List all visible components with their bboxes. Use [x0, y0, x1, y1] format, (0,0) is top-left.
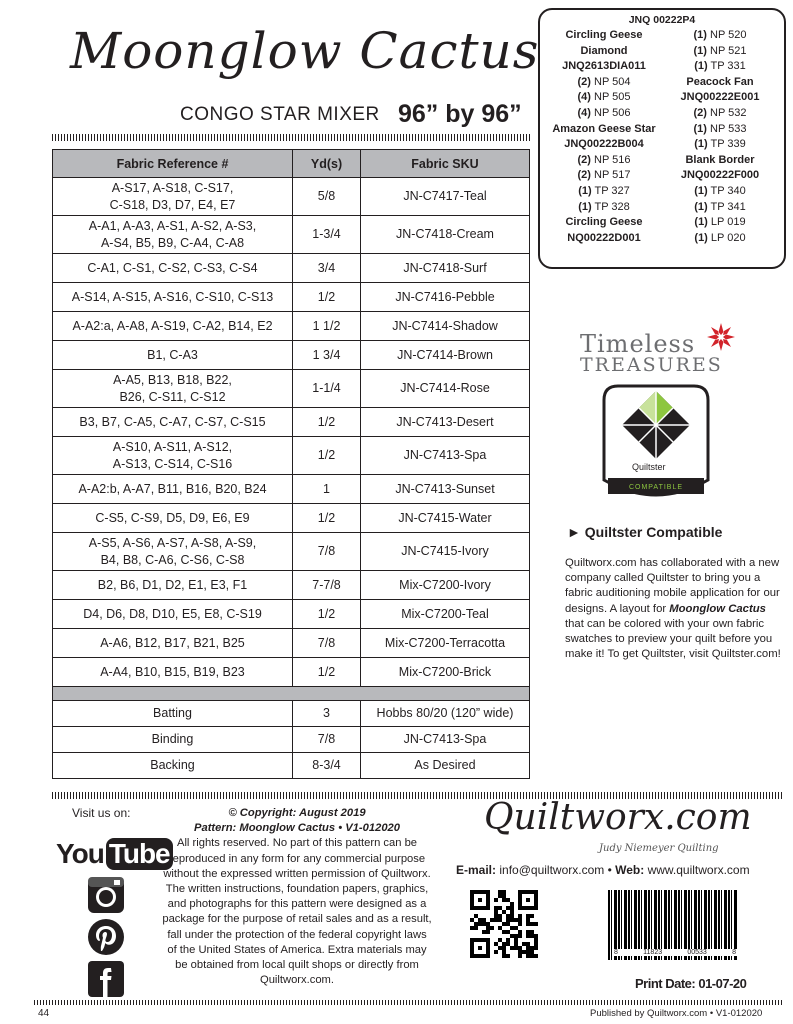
kit-item: NQ00222D001 — [567, 231, 641, 244]
kit-item — [546, 75, 662, 91]
yardage-cell: 8-3/4 — [293, 753, 361, 779]
fabric-reference-line: C-S5, C-S9, D5, D9, E6, E9 — [95, 510, 250, 525]
table-row — [53, 701, 530, 727]
yardage-cell: 7/8 — [293, 727, 361, 753]
quiltster-text: Quiltworx.com has collaborated with a new company called Quiltster to bring you a fabric auditioning mobile application for our designs. A layout for — [565, 557, 780, 615]
barcode-digit: 8 — [732, 949, 736, 956]
email-link[interactable]: info@quiltworx.com — [499, 863, 605, 877]
kit-part: NP 533 — [706, 122, 747, 135]
pattern-subtitle: CONGO STAR MIXER — [180, 104, 380, 125]
kit-item: Peacock Fan — [686, 75, 754, 88]
yardage-cell: 1/2 — [293, 437, 361, 475]
table-row — [53, 283, 530, 312]
kit-part: TP 328 — [591, 200, 630, 213]
fabric-reference-line: A-S14, A-S15, A-S16, C-S10, C-S13 — [71, 289, 274, 304]
kit-part: TP 341 — [707, 200, 746, 213]
yardage-cell: 1/2 — [293, 658, 361, 687]
yardage-cell: 1-1/4 — [293, 370, 361, 408]
web-label: Web: — [615, 863, 645, 877]
divider — [34, 1000, 782, 1005]
fabric-sku-cell: JN-C7413-Spa — [361, 437, 530, 475]
youtube-you: You — [56, 838, 104, 869]
kit-item — [662, 184, 778, 200]
fabric-sku-cell: Hobbs 80/20 (120” wide) — [361, 701, 530, 727]
column-header: Fabric Reference # — [53, 150, 293, 178]
kit-quantity: (1) — [694, 184, 708, 197]
kit-item: JNQ00222B004 — [564, 138, 644, 151]
supply-name-cell: Backing — [53, 753, 293, 779]
quiltster-badge — [596, 380, 716, 512]
kit-quantity: (4) — [577, 106, 591, 119]
divider — [52, 134, 530, 141]
kit-quantity: (1) — [693, 122, 707, 135]
contact-line: E-mail: info@quiltworx.com • Web: www.quiltworx.com — [456, 863, 750, 877]
fabric-reference-cell — [53, 629, 293, 658]
table-separator — [53, 687, 530, 701]
quiltworx-logo: Quiltworx.com — [484, 797, 752, 838]
kit-item — [546, 200, 662, 216]
kit-item — [546, 153, 662, 169]
kit-item — [662, 106, 778, 122]
kit-quantity: (1) — [694, 200, 708, 213]
yardage-cell: 1-3/4 — [293, 216, 361, 254]
qr-code-icon — [470, 890, 538, 958]
table-row — [53, 753, 530, 779]
quiltster-text: that can be colored with your own fabric swatches to preview your quilt before you make it! To get Quiltster, visit Quiltster.com! — [565, 617, 781, 661]
fabric-sku-cell: JN-C7418-Cream — [361, 216, 530, 254]
fabric-reference-cell — [53, 341, 293, 370]
fabric-reference-line: A-S5, A-S6, A-S7, A-S8, A-S9, — [88, 535, 257, 550]
kit-quantity: (1) — [694, 231, 708, 244]
email-label: E-mail: — [456, 863, 497, 877]
kit-part: TP 340 — [707, 184, 746, 197]
kit-item: Blank Border — [685, 153, 755, 166]
kit-part: TP 339 — [707, 138, 746, 151]
fabric-reference-cell — [53, 370, 293, 408]
fabric-reference-line: A-S17, A-S18, C-S17, — [111, 180, 234, 195]
fabric-reference-line: C-S18, D3, D7, E4, E7 — [109, 197, 236, 212]
fabric-sku-cell: JN-C7414-Shadow — [361, 312, 530, 341]
kit-item — [662, 59, 778, 75]
table-row — [53, 533, 530, 571]
barcode-digit: 8 — [614, 949, 618, 956]
yardage-cell: 7/8 — [293, 629, 361, 658]
youtube-icon[interactable] — [56, 838, 173, 870]
kit-part: NP 505 — [590, 91, 631, 104]
pinterest-icon[interactable] — [87, 918, 125, 956]
table-row — [53, 504, 530, 533]
badge-label: COMPATIBLE — [628, 484, 684, 491]
pattern-line: Pattern: Moonglow Cactus • V1-012020 — [194, 822, 400, 835]
fabric-reference-cell — [53, 571, 293, 600]
badge-name: Quiltster — [632, 462, 666, 472]
kit-item — [546, 106, 662, 122]
kit-item — [662, 44, 778, 60]
published-by: Published by Quiltworx.com • V1-012020 — [590, 1008, 763, 1019]
kit-item — [546, 90, 662, 106]
fabric-reference-cell — [53, 312, 293, 341]
kit-part: NP 504 — [590, 75, 631, 88]
kit-item — [662, 231, 778, 247]
kit-item: JNQ00222E001 — [680, 91, 760, 104]
yardage-cell: 1/2 — [293, 408, 361, 437]
kit-part: NP 520 — [706, 29, 747, 41]
facebook-icon[interactable] — [87, 960, 125, 998]
fabric-sku-cell: JN-C7414-Rose — [361, 370, 530, 408]
yardage-cell: 3 — [293, 701, 361, 727]
kit-part: TP 331 — [707, 60, 746, 73]
kit-quantity: (2) — [577, 169, 591, 182]
star-icon — [706, 322, 736, 352]
page-number: 44 — [38, 1008, 50, 1019]
barcode-digit: 11823 — [643, 949, 663, 956]
kit-item: JNQ2613DIA011 — [562, 60, 646, 73]
fabric-sku-cell: Mix-C7200-Brick — [361, 658, 530, 687]
fabric-reference-line: A-S13, C-S14, C-S16 — [112, 456, 233, 471]
kit-quantity: (1) — [578, 200, 592, 213]
copyright-line: © Copyright: August 2019 — [228, 807, 366, 819]
fabric-reference-cell — [53, 600, 293, 629]
kit-quantity: (2) — [693, 106, 707, 119]
yardage-cell: 1 1/2 — [293, 312, 361, 341]
yardage-cell: 3/4 — [293, 254, 361, 283]
fabric-reference-line: A-S4, B5, B9, C-A4, C-A8 — [100, 235, 245, 250]
fabric-reference-line: A-A2:b, A-A7, B11, B16, B20, B24 — [78, 481, 267, 496]
kit-item — [662, 28, 778, 44]
yardage-cell: 1 — [293, 475, 361, 504]
fabric-reference-cell — [53, 437, 293, 475]
barcode-numbers — [612, 949, 738, 956]
kit-left-column — [546, 28, 662, 246]
youtube-tube: Tube — [106, 838, 173, 870]
fabric-reference-line: A-A4, B10, B15, B19, B23 — [100, 664, 245, 679]
kit-quantity: (4) — [577, 91, 591, 104]
fabric-sku-cell: JN-C7413-Desert — [361, 408, 530, 437]
fabric-reference-cell — [53, 533, 293, 571]
yardage-cell: 1/2 — [293, 504, 361, 533]
quiltster-pattern-name: Moonglow Cactus — [669, 602, 766, 615]
fabric-sku-cell: Mix-C7200-Terracotta — [361, 629, 530, 658]
copyright-block — [162, 806, 432, 988]
fabric-reference-cell — [53, 504, 293, 533]
fabric-sku-cell: Mix-C7200-Ivory — [361, 571, 530, 600]
kit-item — [662, 137, 778, 153]
table-row — [53, 370, 530, 408]
table-row — [53, 658, 530, 687]
fabric-sku-cell: JN-C7416-Pebble — [361, 283, 530, 312]
barcode-digit: 00533 — [687, 949, 707, 956]
timeless-treasures-logo — [580, 330, 723, 376]
fabric-reference-cell — [53, 408, 293, 437]
fabric-reference-line: D4, D6, D8, D10, E5, E8, C-S19 — [83, 606, 262, 621]
column-header: Yd(s) — [293, 150, 361, 178]
kit-item — [662, 122, 778, 138]
kit-quantity: (1) — [578, 184, 592, 197]
supply-name-cell: Batting — [53, 701, 293, 727]
fabric-reference-cell — [53, 283, 293, 312]
fabric-reference-line: A-A6, B12, B17, B21, B25 — [100, 635, 245, 650]
table-row — [53, 312, 530, 341]
yardage-cell: 7/8 — [293, 533, 361, 571]
table-row — [53, 408, 530, 437]
brand-line-2: TREASURES — [580, 354, 723, 376]
kit-item — [546, 184, 662, 200]
kit-info-box — [538, 8, 786, 269]
yardage-cell: 7-7/8 — [293, 571, 361, 600]
pattern-title: Moonglow Cactus — [70, 22, 540, 80]
fabric-reference-line: B2, B6, D1, D2, E1, E3, F1 — [97, 577, 248, 592]
kit-item: JNQ00222F000 — [680, 169, 760, 182]
kit-part: NP 516 — [590, 153, 631, 166]
kit-item: Amazon Geese Star — [552, 122, 656, 135]
copyright-text: All rights reserved. No part of this pattern can be reproduced in any form for any commercial purpose without the expressed written permission of Quiltworx. The written instructions, foundation papers, graphics, and photographs for this pattern were designed as a package for the purpose of retail sales and as a result, fall under the protection of the federal copyright laws of the United States of America. Extra materials may be obtained from local quilt shops or directly from Quiltworx.com. — [162, 837, 432, 987]
kit-quantity: (2) — [577, 75, 591, 88]
fabric-sku-cell: JN-C7413-Spa — [361, 727, 530, 753]
yardage-cell: 5/8 — [293, 178, 361, 216]
table-row — [53, 629, 530, 658]
yardage-cell: 1/2 — [293, 283, 361, 312]
quiltworx-tagline: Judy Niemeyer Quilting — [599, 843, 719, 854]
fabric-sku-cell: JN-C7415-Ivory — [361, 533, 530, 571]
table-row — [53, 571, 530, 600]
table-row — [53, 475, 530, 504]
kit-part: NP 506 — [590, 106, 631, 119]
fabric-sku-cell: JN-C7414-Brown — [361, 341, 530, 370]
fabric-sku-cell: JN-C7417-Teal — [361, 178, 530, 216]
print-date: Print Date: 01-07-20 — [635, 976, 747, 991]
fabric-reference-line: B1, C-A3 — [147, 347, 198, 362]
fabric-sku-cell: JN-C7418-Surf — [361, 254, 530, 283]
kit-part: NP 517 — [590, 169, 631, 182]
kit-part: TP 327 — [591, 184, 630, 197]
fabric-sku-cell: As Desired — [361, 753, 530, 779]
column-header: Fabric SKU — [361, 150, 530, 178]
kit-part: NP 532 — [706, 106, 747, 119]
kit-item: Circling Geese — [565, 216, 643, 229]
kit-part: LP 020 — [707, 231, 746, 244]
kit-part: NP 521 — [706, 44, 747, 57]
fabric-sku-cell: JN-C7415-Water — [361, 504, 530, 533]
kit-code: JNQ 00222P4 — [628, 14, 696, 26]
kit-right-column — [662, 28, 778, 246]
instagram-icon[interactable] — [87, 876, 125, 914]
table-row — [53, 600, 530, 629]
kit-quantity: (1) — [694, 216, 708, 229]
visit-label: Visit us on: — [72, 806, 131, 820]
supply-name-cell: Binding — [53, 727, 293, 753]
kit-part: LP 019 — [707, 216, 746, 229]
table-row — [53, 178, 530, 216]
table-row — [53, 216, 530, 254]
kit-item — [662, 215, 778, 231]
quilt-size: 96” by 96” — [398, 100, 522, 128]
separator-cell — [53, 687, 530, 701]
table-row — [53, 727, 530, 753]
fabric-reference-line: B3, B7, C-A5, C-A7, C-S7, C-S15 — [79, 414, 266, 429]
fabric-reference-cell — [53, 178, 293, 216]
brand-line-1: Timeless — [580, 330, 696, 358]
kit-quantity: (2) — [577, 153, 591, 166]
fabric-sku-cell: JN-C7413-Sunset — [361, 475, 530, 504]
fabric-reference-cell — [53, 216, 293, 254]
fabric-reference-line: B26, C-S11, C-S12 — [119, 389, 226, 404]
table-row — [53, 437, 530, 475]
kit-quantity: (1) — [694, 60, 708, 73]
yardage-cell: 1/2 — [293, 600, 361, 629]
fabric-reference-line: A-A1, A-A3, A-S1, A-S2, A-S3, — [88, 218, 257, 233]
quiltster-heading: ► Quiltster Compatible — [567, 524, 723, 540]
table-row — [53, 254, 530, 283]
kit-quantity: (1) — [693, 44, 707, 57]
fabric-table — [52, 149, 530, 779]
fabric-reference-cell — [53, 475, 293, 504]
kit-quantity: (1) — [693, 29, 707, 41]
fabric-reference-cell — [53, 658, 293, 687]
fabric-reference-line: A-A5, B13, B18, B22, — [113, 372, 232, 387]
kit-quantity: (1) — [694, 138, 708, 151]
fabric-reference-line: A-S10, A-S11, A-S12, — [112, 439, 233, 454]
kit-item — [662, 200, 778, 216]
yardage-cell: 1 3/4 — [293, 341, 361, 370]
fabric-reference-cell — [53, 254, 293, 283]
fabric-sku-cell: Mix-C7200-Teal — [361, 600, 530, 629]
kit-item — [546, 168, 662, 184]
fabric-reference-line: A-A2:a, A-A8, A-S19, C-A2, B14, E2 — [72, 318, 273, 333]
fabric-reference-line: B4, B8, C-A6, C-S6, C-S8 — [100, 552, 245, 567]
quiltster-description — [565, 556, 785, 662]
table-row — [53, 341, 530, 370]
kit-item: Circling Geese — [565, 29, 643, 41]
kit-item: Diamond — [580, 44, 628, 57]
fabric-reference-line: C-A1, C-S1, C-S2, C-S3, C-S4 — [87, 260, 258, 275]
web-link[interactable]: www.quiltworx.com — [647, 863, 750, 877]
